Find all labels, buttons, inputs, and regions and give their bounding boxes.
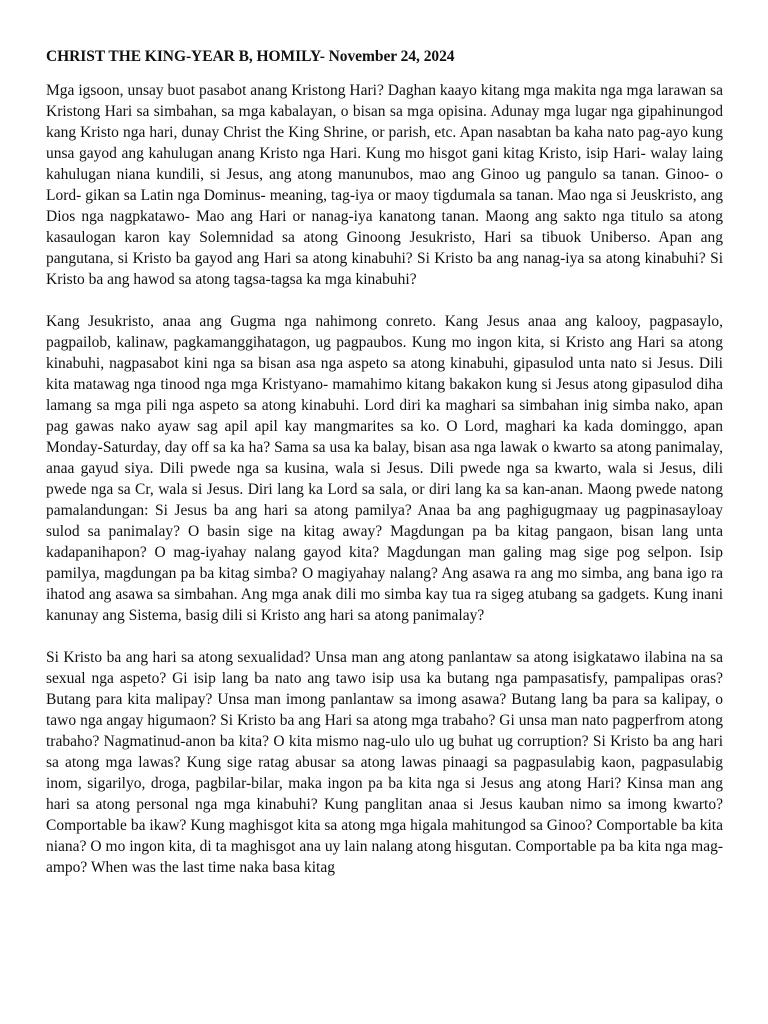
paragraph-2: Kang Jesukristo, anaa ang Gugma nga nahimong conreto. Kang Jesus anaa ang kalooy, pagpasaylo, pagpailob, kalinaw, pagkamanggihatagon, ug pagpaubos. Kung mo ingon kita, si Kristo ang Hari sa atong kinabuhi, nagpasabot kini nga sa bisan asa nga aspeto sa atong kinabuhi, gipasulod unta nato si Jesus. Dili kita matawag nga tinood nga mga Kristyano- mamahimo kitang bakakon kung si Jesus atong gipasulod diha lamang sa mga pili nga aspeto sa atong kinabuhi. Lord diri ka maghari sa simbahan inig simba nako, apan pag gawas nako ayaw sag apil apil kay mangmarites sa ko. O Lord, maghari ka kada dominggo, apan Monday-Saturday, day off sa ka ha? Sama sa usa ka balay, bisan asa nga lawak o kwarto sa atong panimalay, anaa gayud siya. Dili pwede nga sa kusina, wala si Jesus. Dili pwede nga sa kwarto, wala si Jesus, dili pwede nga sa Cr, wala si Jesus. Diri lang ka Lord sa sala, or diri lang ka sa kan-anan. Maong pwede natong pamalandungan: Si Jesus ba ang hari sa atong pamilya? Anaa ba ang paghigugmaay ug pagpinasayloay sulod sa panimalay? O basin sige na kitag away? Magdungan pa ba kitag pangaon, bisan lang unta kadapanihapon? O mag-iyahay nalang gayod kita? Magdungan man galing mag sige pog selpon. Isip pamilya, magdungan pa ba kitag simba? O magiyahay nalang? Ang asawa ra ang mo simba, ang bana igo ra ihatod ang asawa sa simbahan. Ang mga anak dili mo simba kay tua ra sigeg atubang sa gadgets. Kung inani kanunay ang Sistema, basig dili si Kristo ang hari sa atong panimalay? bbox=[46, 313, 723, 624]
document-page bbox=[46, 46, 723, 878]
paragraph-3: Si Kristo ba ang hari sa atong sexualidad? Unsa man ang atong panlantaw sa atong isigkatawo ilabina na sa sexual nga aspeto? Gi isip lang ba nato ang tawo isip usa ka butang nga pampasatisfy, pampalipas oras? Butang para kita malipay? Unsa man imong panlantaw sa imong asawa? Butang lang ba para sa kalipay, o tawo nga angay higumaon? Si Kristo ba ang Hari sa atong mga trabaho? Gi unsa man nato pagperfrom atong trabaho? Nagmatinud-anon ba kita? O kita mismo nag-ulo ulo ug buhat ug corruption? Si Kristo ba ang hari sa atong mga lawas? Kung sige ratag abusar sa atong lawas pinaagi sa pagpasulabig kaon, pagpasulabig inom, sigarilyo, droga, pagbilar-bilar, maka ingon pa ba kita nga si Jesus ang atong Hari? Kinsa man ang hari sa atong personal nga mga kinabuhi? Kung panglitan anaa si Jesus kauban nimo sa imong kwarto? Comportable ba ikaw? Kung maghisgot kita sa atong mga higala mahitungod sa Ginoo? Comportable ba kita niana? O mo ingon kita, di ta maghisgot ana uy lain nalang atong hisgutan. Comportable pa ba kita nga mag-ampo? When was the last time naka basa kitag bbox=[46, 649, 723, 876]
paragraph-1: Mga igsoon, unsay buot pasabot anang Kristong Hari? Daghan kaayo kitang mga makita nga mga larawan sa Kristong Hari sa simbahan, sa mga kabalayan, o bisan sa mga opisina. Adunay mga lugar nga gipahinungod kang Kristo nga hari, dunay Christ the King Shrine, or parish, etc. Apan nasabtan ba kaha nato pag-ayo kung unsa gayod ang kahulugan anang Kristo nga Hari. Kung mo hisgot gani kitag Kristo, isip Hari- walay laing kahulugan niana kundili, si Jesus, ang atong manunubos, mao ang Ginoo ug pangulo sa tanan. Ginoo- o Lord- gikan sa Latin nga Dominus- meaning, tag-iya or maoy tigdumala sa tanan. Mao nga si Jeuskristo, ang Dios nga nagpkatawo- Mao ang Hari or nanag-iya kanatong tanan. Maong ang sakto nga titulo sa atong kasaulogan karon kay Solemnidad sa atong Ginoong Jesukristo, Hari sa tibuok Uniberso. Apan ang pangutana, si Kristo ba gayod ang Hari sa atong kinabuhi? Si Kristo ba ang nanag-iya sa atong kinabuhi? Si Kristo ba ang hawod sa atong tagsa-tagsa ka mga kinabuhi? bbox=[46, 82, 723, 288]
document-title: CHRIST THE KING-YEAR B, HOMILY- November 24, 2024 bbox=[46, 48, 455, 65]
